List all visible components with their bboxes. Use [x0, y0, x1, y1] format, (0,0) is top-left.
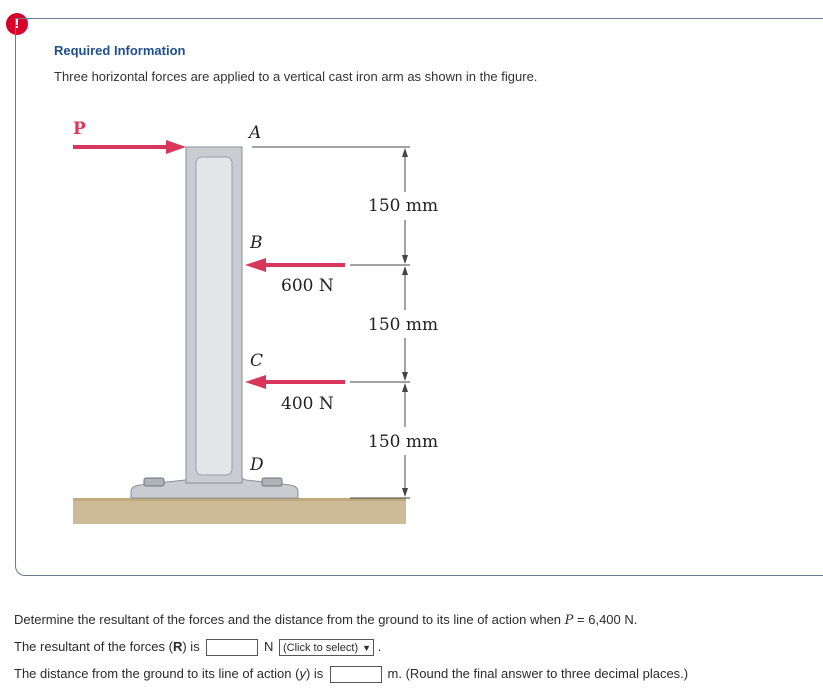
force-label-B: 600 N — [281, 276, 334, 296]
distance-line: The distance from the ground to its line of action (y) is m. (Round the final answer to three decimal places.) — [14, 666, 688, 683]
force-arrow-P — [166, 140, 186, 154]
resultant-input[interactable] — [206, 639, 258, 656]
alert-icon: ! — [6, 13, 28, 35]
label-D: D — [250, 455, 264, 475]
dimension-label-2: 150 mm — [368, 315, 439, 335]
force-label-C: 400 N — [281, 394, 334, 414]
unit-label: N — [263, 639, 274, 654]
ground — [73, 498, 406, 524]
question-prompt: Determine the resultant of the forces and the distance from the ground to its line of action when P = 6,400 N. — [14, 612, 638, 628]
required-information-title: Required Information — [54, 43, 186, 58]
force-arrow-B — [245, 258, 266, 272]
distance-input[interactable] — [330, 666, 382, 683]
direction-select[interactable]: (Click to select) ▼ — [279, 639, 374, 656]
label-B: B — [250, 233, 263, 253]
label-C: C — [250, 351, 264, 371]
dimension-label-3: 150 mm — [368, 432, 439, 452]
resultant-line: The resultant of the forces (R) is N (Click to select) ▼ . — [14, 639, 381, 656]
bolt-right — [262, 478, 282, 486]
distance-note: m. (Round the final answer to three decimal places.) — [387, 666, 689, 681]
label-A: A — [249, 123, 262, 143]
label-P: P — [73, 119, 86, 139]
force-arrow-C — [245, 375, 266, 389]
bolt-left — [144, 478, 164, 486]
intro-text: Three horizontal forces are applied to a vertical cast iron arm as shown in the figure. — [54, 69, 538, 84]
chevron-down-icon: ▼ — [362, 642, 372, 653]
dimension-label-1: 150 mm — [368, 196, 439, 216]
